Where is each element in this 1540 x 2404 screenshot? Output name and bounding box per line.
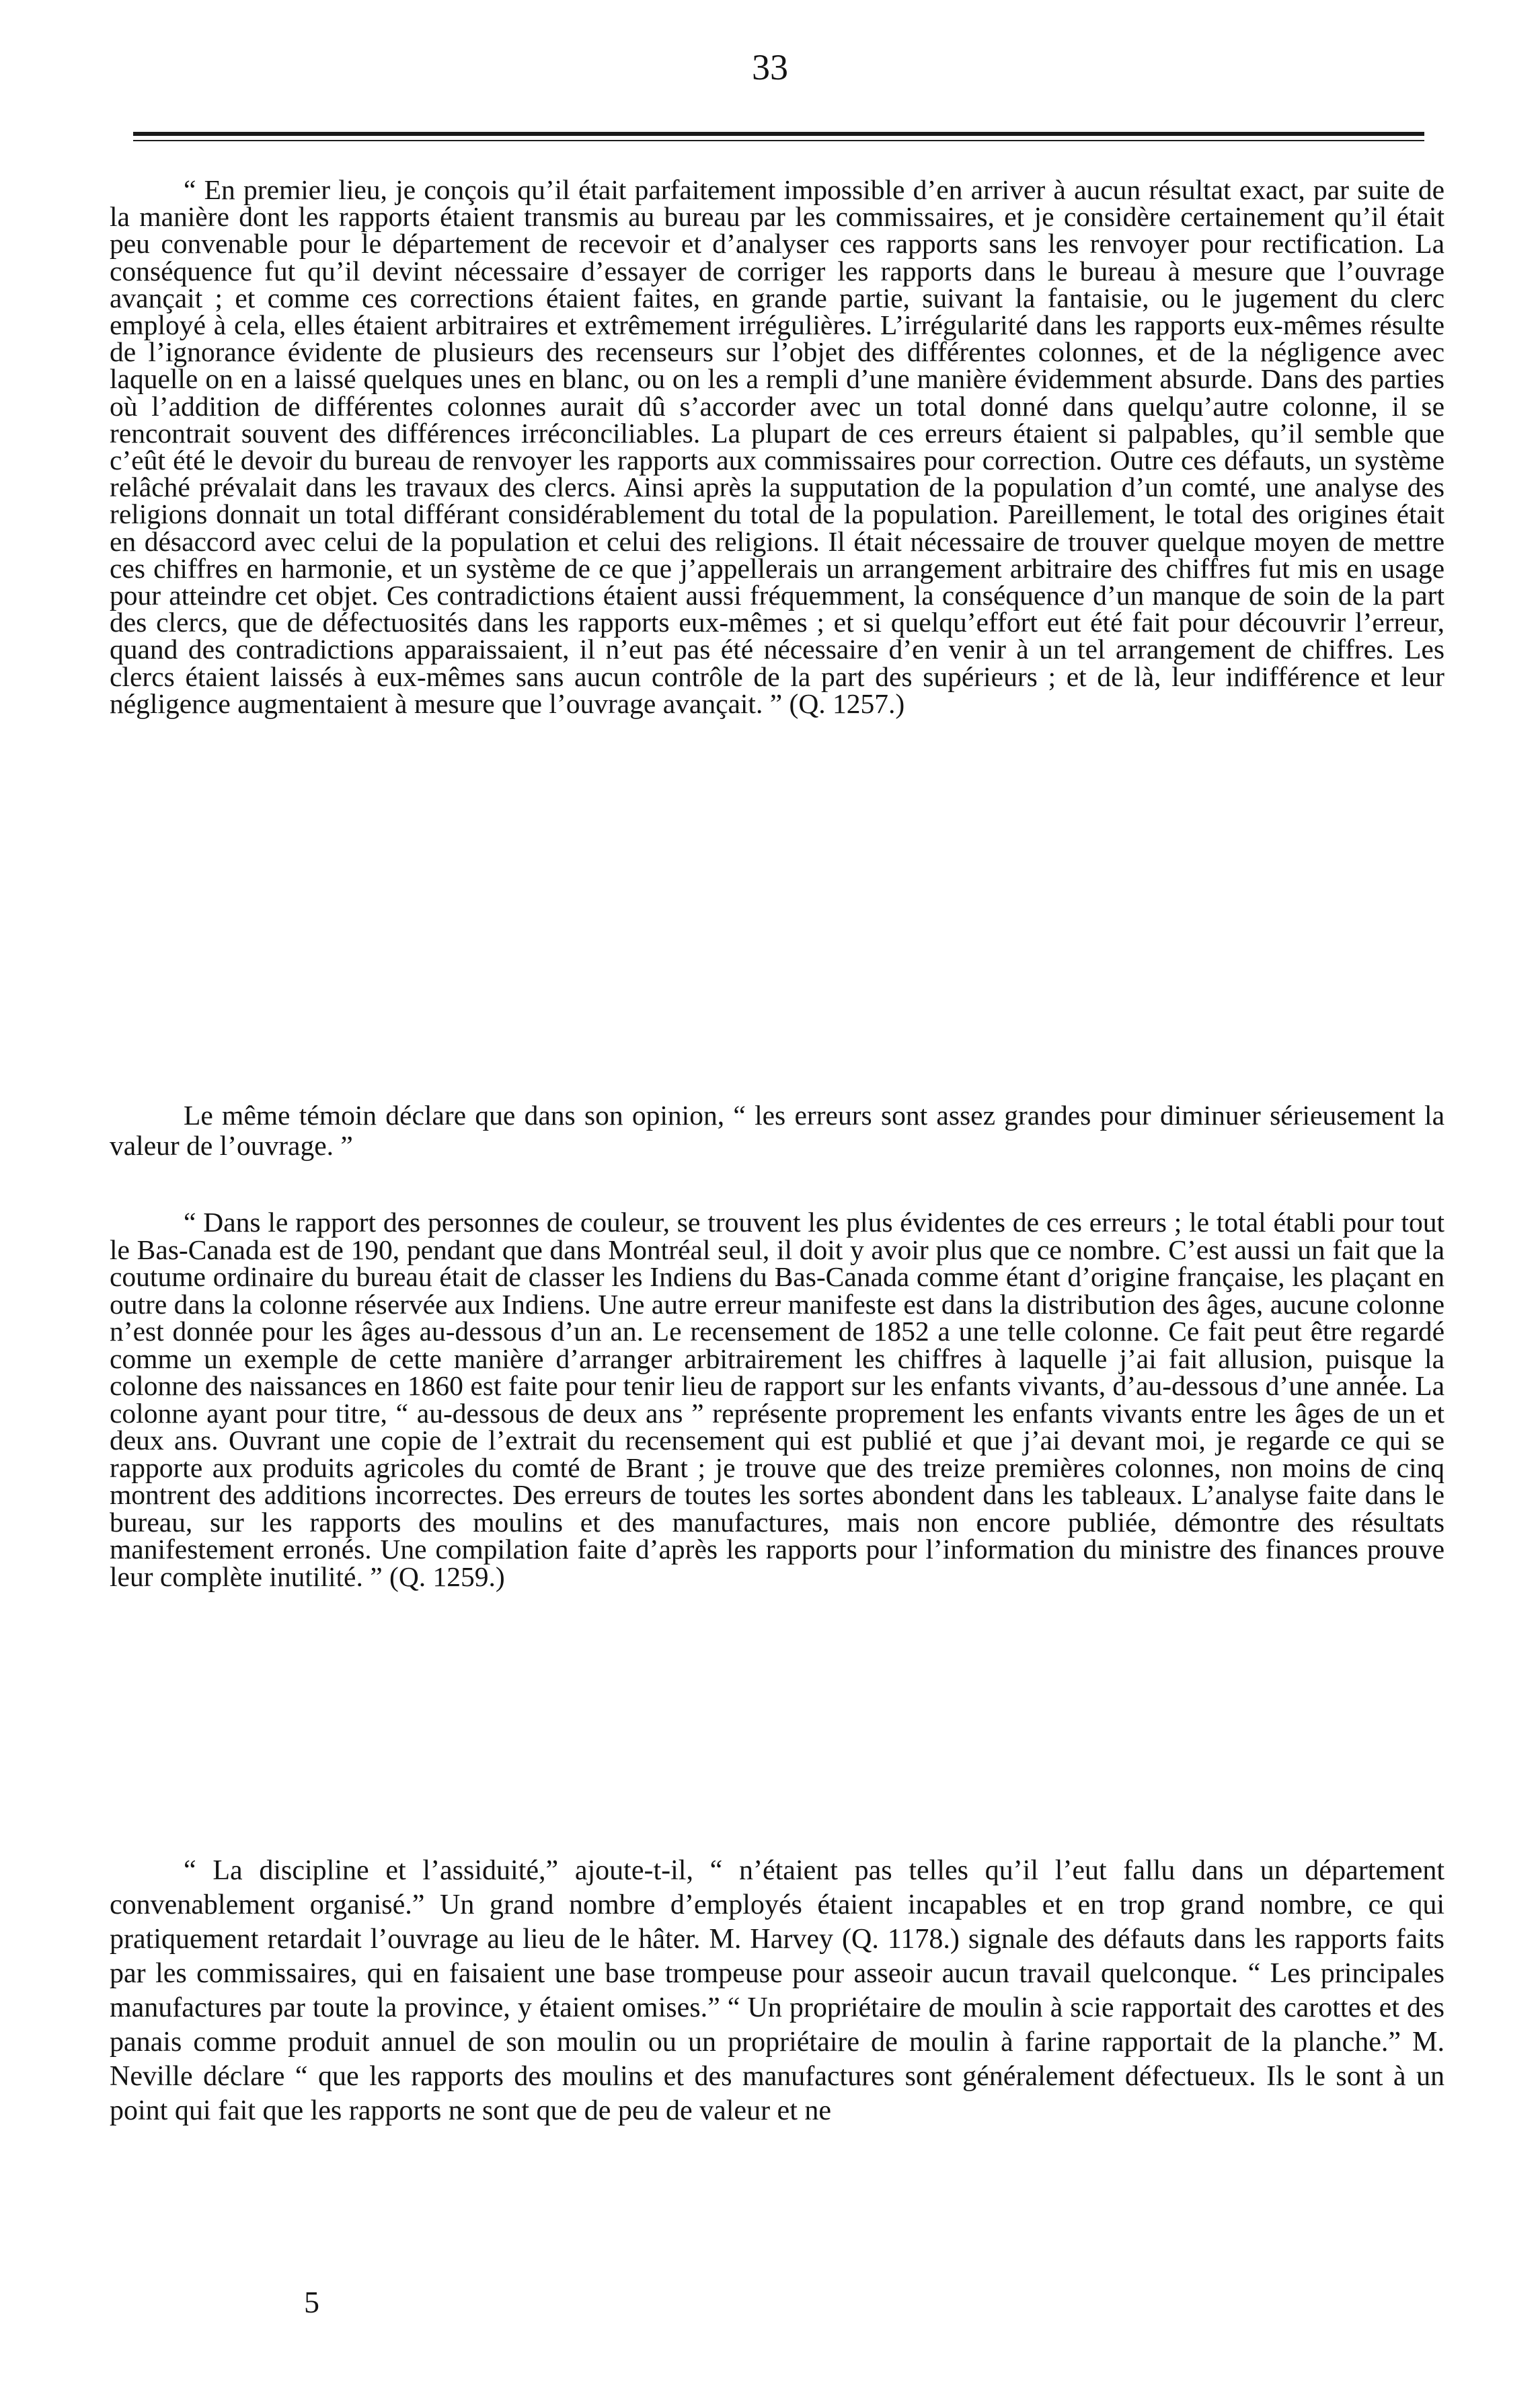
header-rule-thick (133, 132, 1424, 136)
header-rule-thin (133, 140, 1424, 141)
paragraph-text: “ En premier lieu, je conçois qu’il était parfaitement impossible d’en arriver à aucun résultat exact, par suite de la manière dont les rapports étaient transmis au bureau par les commissaires, et je considère certainement qu’il était peu convenable pour le département de recevoir et d’analyser ces rapports sans les renvoyer pour rectification. La conséquence fut qu’il devint nécessaire d’essayer de corriger les rapports dans le bureau à mesure que l’ouvrage avançait ; et comme ces corrections étaient faites, en grande partie, suivant la fantaisie, ou le jugement du clerc employé à cela, elles étaient arbitraires et extrêmement irrégulières. L’irrégularité dans les rapports eux-mêmes résulte de l’ignorance évidente de plusieurs des recenseurs sur l’objet des différentes colonnes, et de la négligence avec laquelle on en a laissé quelques unes en blanc, ou on les a rempli d’une manière évidemment absurde. Dans des parties où l’addition de différentes colonnes aurait dû s’accorder avec un total donné dans quelqu’autre colonne, il se rencontrait souvent des différences irréconciliables. La plupart de ces erreurs étaient si palpables, qu’il semble que c’eût été le devoir du bureau de renvoyer les rapports aux commissaires pour correction. Outre ces défauts, un système relâché prévalait dans les travaux des clercs. Ainsi après la supputation de la population d’un comté, une analyse des religions donnait un total différant considérablement du total de la population. Pareillement, le total des origines était en désaccord avec celui de la population et celui des religions. Il était nécessaire de trouver quelque moyen de mettre ces chiffres en harmonie, et un système de ce que j’appellerais un arrangement arbitraire des chiffres fut mis en usage pour atteindre cet objet. Ces contradictions étaient aussi fréquemment, la conséquence d’un manque de soin de la part des clercs, que de défectuosités dans les rapports eux-mêmes ; et si quelqu’effort eut été fait pour découvrir l’erreur, quand des contradictions apparaissaient, il n’eut pas été nécessaire d’en venir à un tel arrangement de chiffres. Les clercs étaient laissés à eux-mêmes sans aucun contrôle de la part des supérieurs ; et de là, leur indifférence et leur négligence augmentaient à mesure que l’ouvrage avançait. ” (Q. 1257.) (110, 174, 1445, 719)
signature-mark: 5 (304, 2285, 319, 2319)
summary-paragraph (110, 1100, 1445, 1161)
paragraph-text: “ Dans le rapport des personnes de couleur, se trouvent les plus évidentes de ces erreurs ; le total établi pour tout le Bas-Canada est de 190, pendant que dans Montréal seul, il doit y avoir plus que ce nombre. C’est aussi un fait que la coutume ordinaire du bureau était de classer les Indiens du Bas-Canada comme étant d’origine française, les plaçant en outre dans la colonne réservée aux Indiens. Une autre erreur manifeste est dans la distribution des âges, aucune colonne n’est donnée pour les âges au-dessous d’un an. Le recensement de 1852 a une telle colonne. Ce fait peut être regardé comme un exemple de cette manière d’arranger arbitrairement les chiffres à laquelle j’ai fait allusion, puisque la colonne des naissances en 1860 est faite pour tenir lieu de rapport sur les enfants vivants, d’au-dessous d’une année. La colonne ayant pour titre, “ au-dessous de deux ans ” représente proprement les enfants vivants entre les âges de un et deux ans. Ouvrant une copie de l’extrait du recensement qui est publié et que j’ai devant moi, je regarde ce qui se rapporte aux produits agricoles du comté de Brant ; je trouve que des treize premières colonnes, non moins de cinq montrent des additions incorrectes. Des erreurs de toutes les sortes abondent dans les tableaux. L’analyse faite dans le bureau, sur les rapports des moulins et des manufactures, mais non encore publiée, démontre des résultats manifestement erronés. Une compilation faite d’après les rapports pour l’information du ministre des finances prouve leur complète inutilité. ” (Q. 1259.) (110, 1207, 1445, 1592)
quote-paragraph-2 (110, 1209, 1445, 1590)
paragraph-text: Le même témoin déclare que dans son opinion, “ les erreurs sont assez grandes pour diminuer sérieusement la valeur de l’ouvrage. ” (110, 1100, 1445, 1161)
paragraph-text: “ La discipline et l’assiduité,” ajoute-t-il, “ n’étaient pas telles qu’il l’eut fallu dans un département convenablement organisé.” Un grand nombre d’employés étaient incapables et en trop grand nombre, ce qui pratiquement retardait l’ouvrage au lieu de le hâter. M. Harvey (Q. 1178.) signale des défauts dans les rapports faits par les commissaires, qui en faisaient une base trompeuse pour asseoir aucun travail quelconque. “ Les principales manufactures par toute la province, y étaient omises.” “ Un propriétaire de moulin à scie rapportait des carottes et des panais comme produit annuel de son moulin ou un propriétaire de moulin à farine rapportait de la planche.” M. Neville déclare “ que les rapports des moulins et des manufactures sont généralement défectueux. Ils le sont à un point qui fait que les rapports ne sont que de peu de valeur et ne (110, 1855, 1445, 2126)
discipline-paragraph (110, 1854, 1445, 2128)
quote-paragraph-1 (110, 176, 1445, 717)
page-number: 33 (752, 47, 788, 87)
